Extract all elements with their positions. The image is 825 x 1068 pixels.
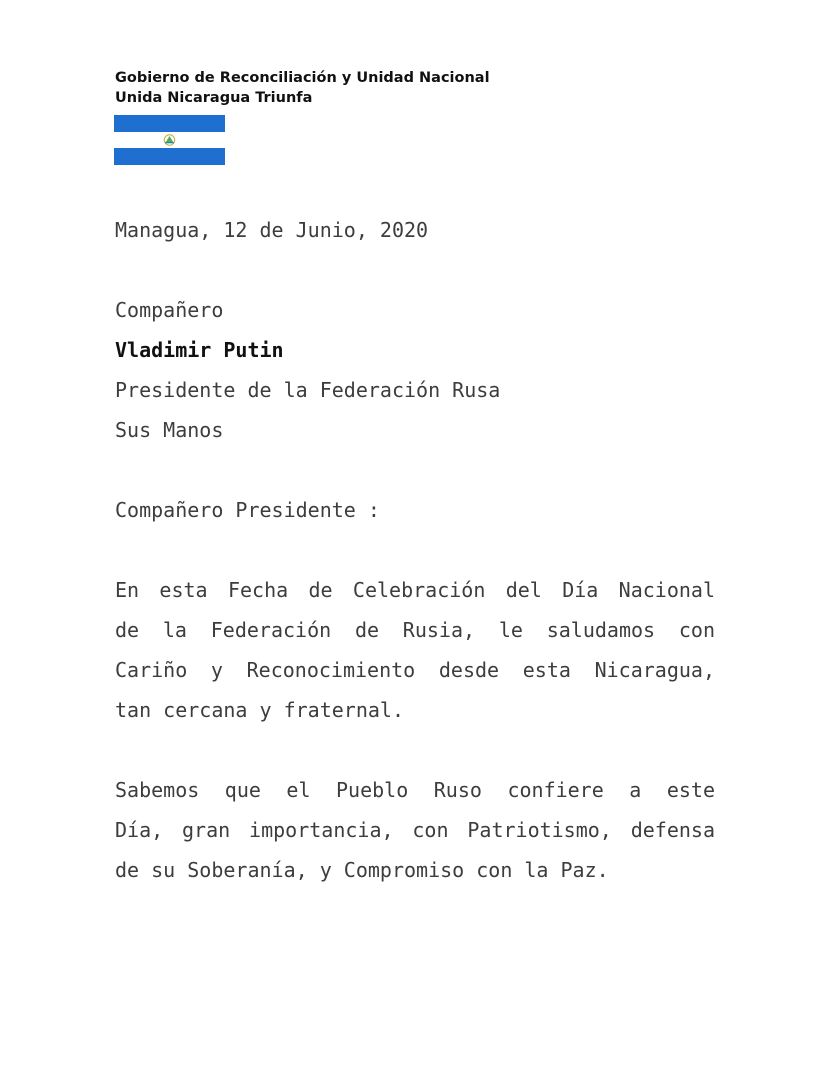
flag-bottom-stripe <box>114 148 225 165</box>
letterhead <box>115 68 490 108</box>
letterhead-slogan: Unida Nicaragua Triunfa <box>115 90 313 106</box>
paragraph-line: Día, gran importancia, con Patriotismo, defensa <box>115 818 715 842</box>
letter-greeting: Compañero Presidente : <box>115 498 380 522</box>
paragraph-line: de la Federación de Rusia, le saludamos con <box>115 618 715 642</box>
letter-body <box>115 214 715 894</box>
paragraph-line: Sabemos que el Pueblo Ruso confiere a este <box>115 778 715 802</box>
paragraph-line: En esta Fecha de Celebración del Día Nacional <box>115 578 715 602</box>
recipient-name: Vladimir Putin <box>115 338 284 362</box>
recipient-salutation: Compañero <box>115 298 224 322</box>
paragraph-line: tan cercana y fraternal. <box>115 698 404 722</box>
paragraph-celebration <box>115 574 715 734</box>
letterhead-government-name: Gobierno de Reconciliación y Unidad Nacional <box>115 70 490 86</box>
nicaragua-flag-icon <box>114 115 225 165</box>
paragraph-line: Cariño y Reconocimiento desde esta Nicaragua, <box>115 658 715 682</box>
paragraph-line: de su Soberanía, y Compromiso con la Paz. <box>115 858 609 882</box>
recipient-title: Presidente de la Federación Rusa <box>115 378 501 402</box>
paragraph-sovereignty <box>115 774 715 894</box>
flag-top-stripe <box>114 115 225 132</box>
recipient-delivery: Sus Manos <box>115 418 224 442</box>
letter-date: Managua, 12 de Junio, 2020 <box>115 218 429 242</box>
